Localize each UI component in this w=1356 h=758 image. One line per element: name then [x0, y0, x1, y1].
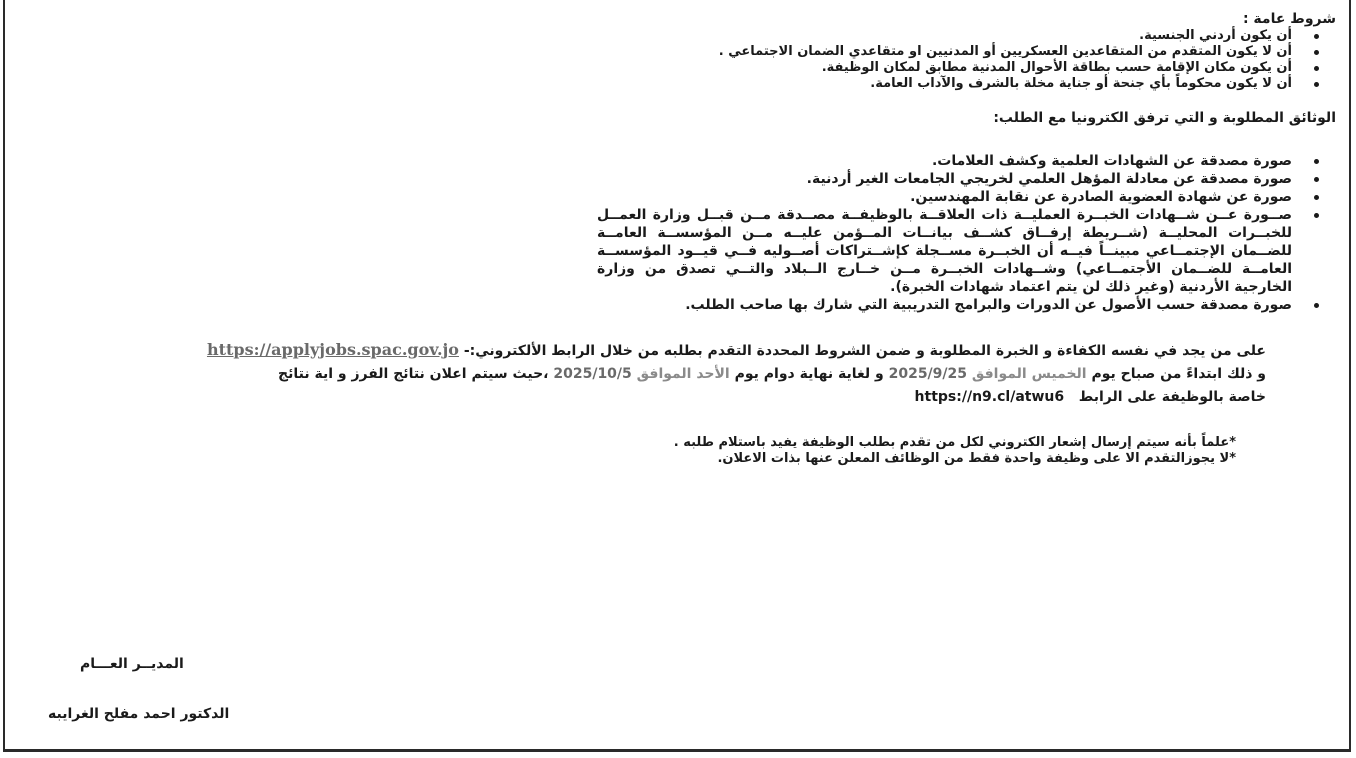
end-day: الأحد الموافق [636, 366, 730, 382]
required-documents-list [40, 152, 1336, 314]
notes [40, 435, 1236, 467]
list-item: أن يكون أردني الجنسية. [40, 28, 1292, 44]
list-item: صورة مصدقة حسب الأصول عن الدورات والبرامج التدريبية التي شارك بها صاحب الطلب. [40, 296, 1292, 314]
list-item: أن يكون مكان الإقامة حسب بطاقة الأحوال المدنية مطابق لمكان الوظيفة. [40, 60, 1292, 76]
period-start-text: و ذلك ابتداءً من صباح يوم [1091, 366, 1266, 382]
results-link-label: خاصة بالوظيفة على الرابط [1078, 389, 1266, 405]
list-item: صورة مصدقة عن معادلة المؤهل العلمي لخريجي الجامعات الغير أردنية. [40, 170, 1292, 188]
end-date: 2025/10/5 [553, 366, 632, 382]
general-conditions-list [40, 28, 1336, 92]
signature-name: الدكتور احمد مفلح الغرايبه [48, 706, 230, 722]
list-item: أن لا يكون محكوماً بأي جنحة أو جناية مخلة بالشرف والآداب العامة. [40, 76, 1292, 92]
signature-title: المديــر العـــام [80, 656, 184, 672]
document-body [40, 10, 1336, 467]
list-item: صورة عن شهادة العضوية الصادرة عن نقابة المهندسين. [40, 188, 1292, 206]
list-item: صورة مصدقة عن الشهادات العلمية وكشف العلامات. [40, 152, 1292, 170]
list-item: أن لا يكون المتقدم من المتقاعدين العسكريين أو المدنيين او متقاعدي الضمان الاجتماعي . [40, 44, 1292, 60]
application-instructions [40, 338, 1266, 409]
required-documents-heading: الوثائق المطلوبة و التي ترفق الكترونيا مع الطلب: [993, 110, 1336, 126]
application-intro: على من يجد في نفسه الكفاءة و الخبرة المطلوبة و ضمن الشروط المحددة التقدم بطلبه من خلال الرابط الألكتروني:- [463, 343, 1266, 359]
start-day: الخميس الموافق [971, 366, 1087, 382]
results-announcement-text: ،حيث سيتم اعلان نتائج الفرز و اية نتائج [278, 366, 549, 382]
start-date: 2025/9/25 [888, 366, 968, 382]
application-line-1 [40, 338, 1266, 363]
note-item: *لا يجوزالتقدم الا على وظيفة واحدة فقط من الوظائف المعلن عنها بذات الاعلان. [717, 451, 1236, 466]
general-conditions-heading: شروط عامة : [1242, 11, 1336, 27]
application-line-3 [40, 386, 1266, 409]
results-link[interactable]: https://n9.cl/atwu6 [914, 389, 1065, 405]
apply-link[interactable]: https://applyjobs.spac.gov.jo [206, 340, 459, 359]
application-line-2 [40, 363, 1266, 386]
period-end-text: و لغاية نهاية دوام يوم [734, 366, 884, 382]
note-item: *علماً بأنه سيتم إرسال إشعار الكتروني لكل من تقدم بطلب الوظيفة يفيد باستلام طلبه . [673, 435, 1236, 450]
list-item: صــورة عــن شــهادات الخبــرة العمليــة ذات العلاقــة بالوظيفــة مصــدقة مــن قبــل وزارة العمــل للخبــرات المحليــة (شــريطة إرفــاق كشــف بيانــات المــؤمن عليــه مــن المؤسســة العامــة للضــمان الإجتمــاعي مبينــاً فيــه أن الخبــرة مســجلة كإشــتراكات أصــوليه فــي قيــود المؤسســة العامــة للضــمان الأجتمــاعي) وشــهادات الخبــرة مــن خــارج الــبلاد والتــي تصدق من وزارة الخارجية الأردنية (وغير ذلك لن يتم اعتماد شهادات الخبرة). [597, 207, 1292, 295]
